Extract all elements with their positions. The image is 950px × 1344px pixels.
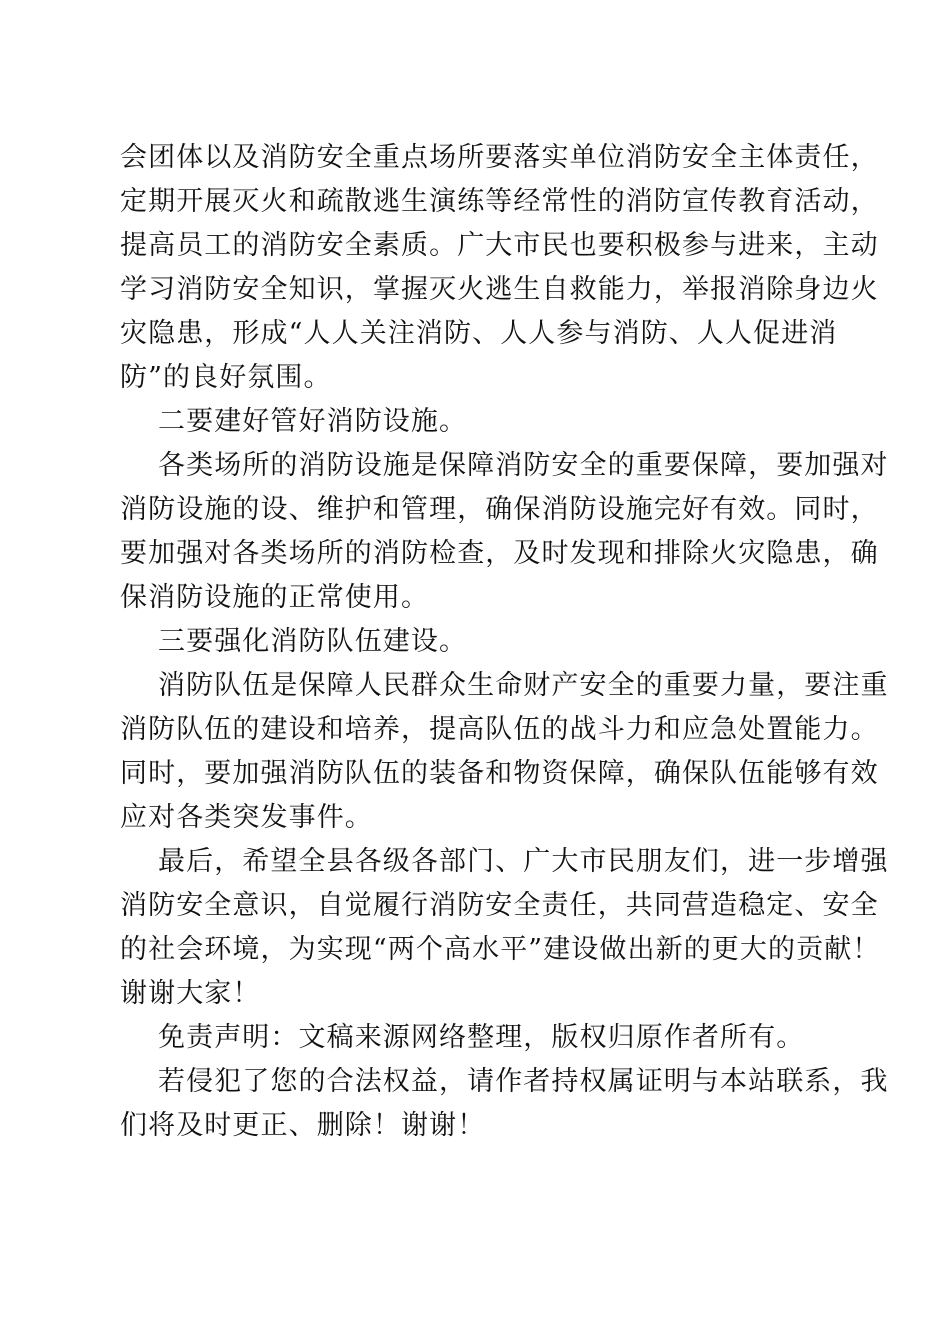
text-line: 消防队伍的建设和培养，提高队伍的战斗力和应急处置能力。 — [120, 714, 879, 745]
paragraph-closing — [120, 840, 889, 1016]
text-line: 各类场所的消防设施是保障消防安全的重要保障，要加强对 — [158, 450, 889, 481]
text-line: 保消防设施的正常使用。 — [120, 582, 430, 613]
text-line: 消防设施的设、维护和管理，确保消防设施完好有效。同时， — [120, 494, 879, 525]
text-line: 应对各类突发事件。 — [120, 802, 373, 833]
text-line: 谢谢大家！ — [120, 978, 261, 1009]
text-line: 若侵犯了您的合法权益，请作者持权属证明与本站联系，我 — [158, 1066, 889, 1097]
text-line: 免责声明：文稿来源网络整理，版权归原作者所有。 — [158, 1022, 805, 1053]
text-line: 防”的良好氛围。 — [120, 362, 332, 393]
text-line: 的社会环境，为实现“两个高水平”建设做出新的更大的贡献！ — [120, 934, 881, 965]
paragraph-facilities — [120, 444, 889, 620]
text-line: 同时，要加强消防队伍的装备和物资保障，确保队伍能够有效 — [120, 758, 879, 789]
text-line: 灾隐患，形成“人人关注消防、人人参与消防、人人促进消 — [120, 318, 838, 349]
text-line: 要加强对各类场所的消防检查，及时发现和排除火灾隐患，确 — [120, 538, 879, 569]
text-line: 消防安全意识，自觉履行消防安全责任，共同营造稳定、安全 — [120, 890, 879, 921]
section-heading: 二要建好管好消防设施。 — [158, 406, 468, 437]
paragraph-continuation — [120, 136, 879, 400]
text-line: 提高员工的消防安全素质。广大市民也要积极参与进来，主动 — [120, 230, 879, 261]
heading-two — [120, 400, 840, 444]
document-page — [120, 136, 889, 1148]
heading-three — [120, 620, 840, 664]
text-line: 最后，希望全县各级各部门、广大市民朋友们，进一步增强 — [158, 846, 889, 877]
text-line: 们将及时更正、删除！谢谢！ — [120, 1110, 486, 1141]
text-line: 消防队伍是保障人民群众生命财产安全的重要力量，要注重 — [158, 670, 889, 701]
paragraph-team — [120, 664, 889, 840]
section-heading: 三要强化消防队伍建设。 — [158, 626, 468, 657]
text-line: 定期开展灭火和疏散逃生演练等经常性的消防宣传教育活动， — [120, 186, 879, 217]
text-line: 学习消防安全知识，掌握灭火逃生自救能力，举报消除身边火 — [120, 274, 879, 305]
text-line: 会团体以及消防安全重点场所要落实单位消防安全主体责任， — [120, 142, 879, 173]
infringement-notice — [120, 1060, 889, 1148]
disclaimer — [120, 1016, 840, 1060]
